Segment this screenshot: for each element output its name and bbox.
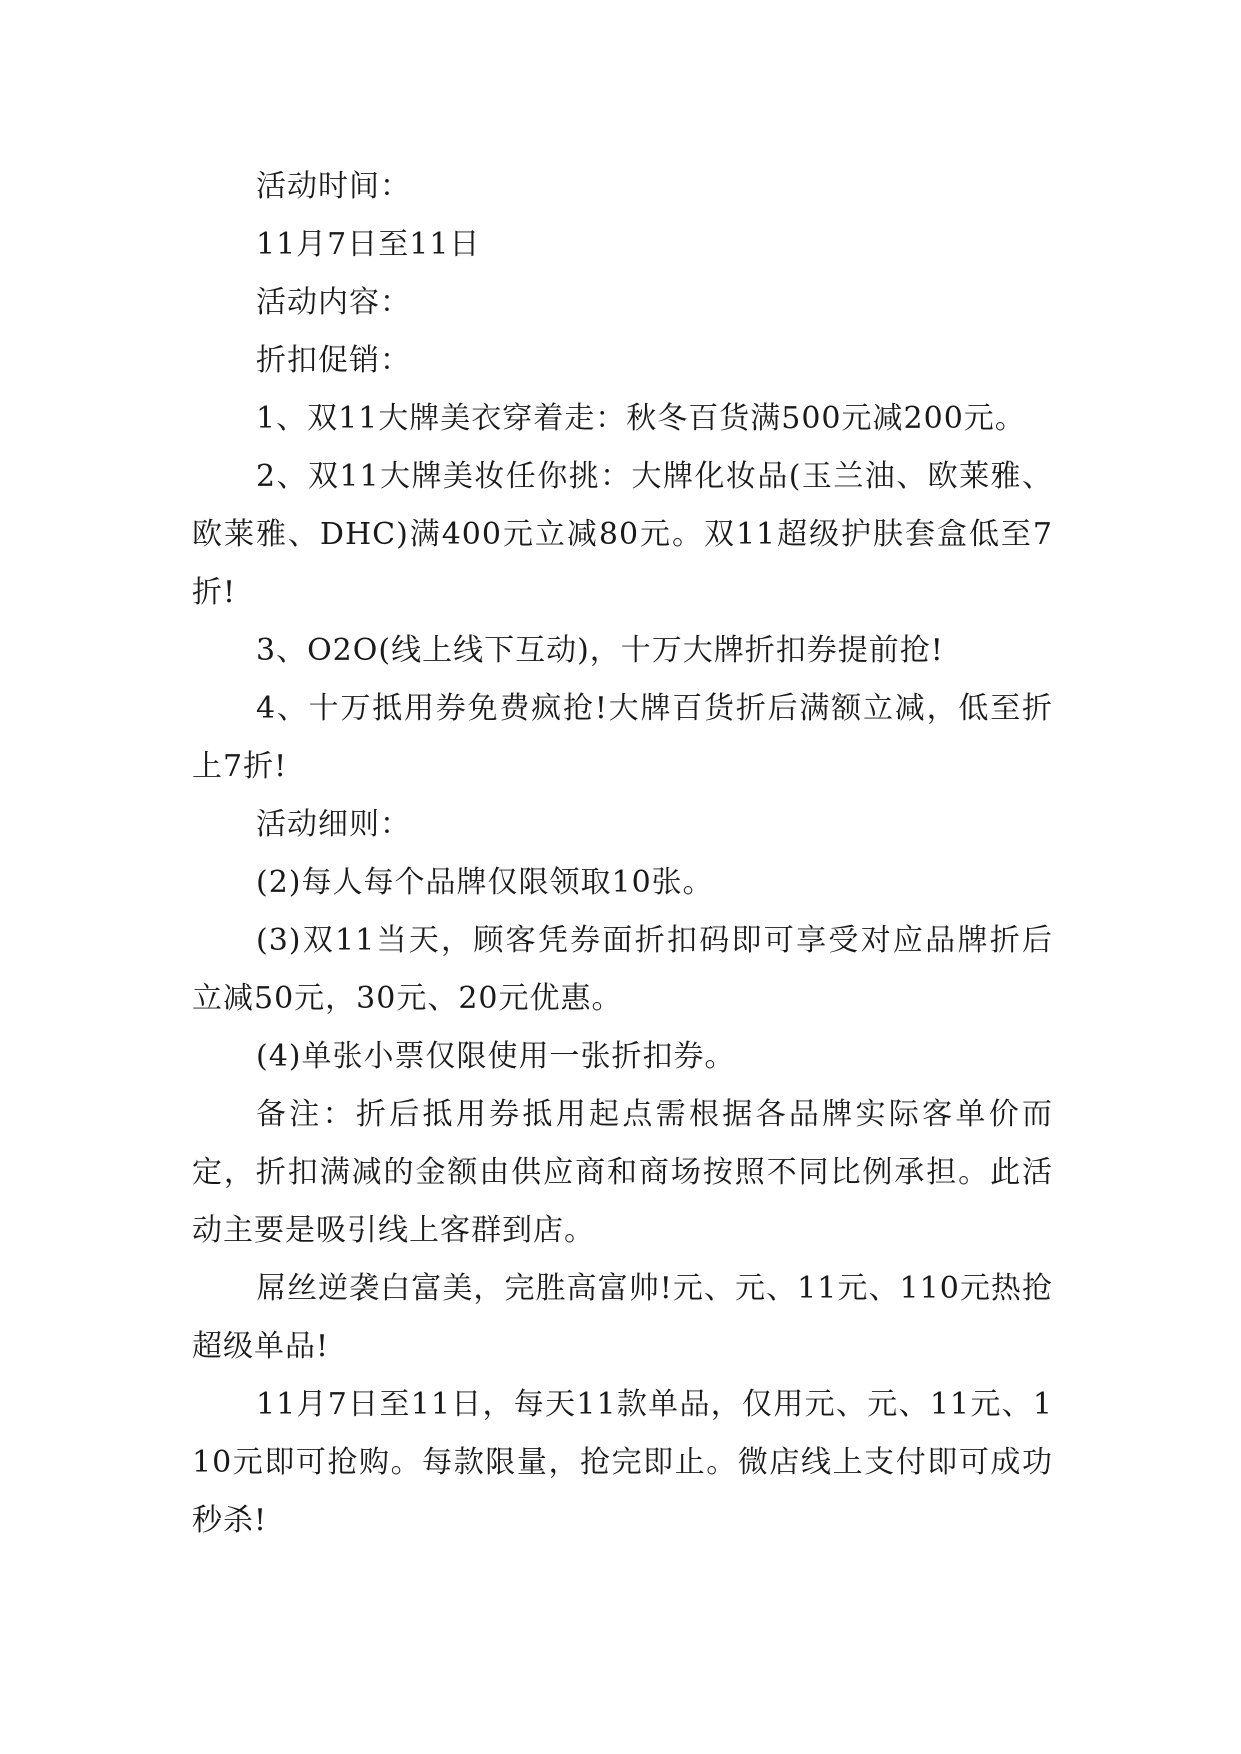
paragraph-activity-dates: 11月7日至11日 bbox=[256, 227, 481, 262]
paragraph-rules-heading: 活动细则： bbox=[256, 807, 411, 842]
paragraph-item-4: 4、十万抵用券免费疯抢!大牌百货折后满额立减，低至折上7折! bbox=[192, 691, 1053, 784]
paragraph-item-2: 2、双11大牌美妆任你挑：大牌化妆品(玉兰油、欧莱雅、欧莱雅、DHC)满400元立减80元。双11超级护肤套盒低至7折! bbox=[192, 459, 1053, 610]
paragraph-rule-3: (3)双11当天，顾客凭券面折扣码即可享受对应品牌折后立减50元，30元、20元优惠。 bbox=[192, 923, 1053, 1016]
paragraph-flash-sale: 11月7日至11日，每天11款单品，仅用元、元、11元、110元即可抢购。每款限量，抢完即止。微店线上支付即可成功秒杀! bbox=[192, 1387, 1053, 1538]
paragraph-activity-time-heading: 活动时间： bbox=[256, 169, 411, 204]
paragraph-remarks: 备注：折后抵用券抵用起点需根据各品牌实际客单价而定，折扣满减的金额由供应商和商场按照不同比例承担。此活动主要是吸引线上客群到店。 bbox=[192, 1097, 1053, 1248]
document-body bbox=[192, 158, 1053, 1550]
paragraph-promo-slogan: 屌丝逆袭白富美，完胜高富帅!元、元、11元、110元热抢超级单品! bbox=[192, 1271, 1053, 1364]
paragraph-item-1: 1、双11大牌美衣穿着走：秋冬百货满500元减200元。 bbox=[256, 401, 1026, 436]
paragraph-activity-content-heading: 活动内容： bbox=[256, 285, 411, 320]
paragraph-rule-4: (4)单张小票仅限使用一张折扣券。 bbox=[256, 1039, 736, 1074]
paragraph-discount-heading: 折扣促销： bbox=[256, 343, 411, 378]
paragraph-item-3: 3、O2O(线上线下互动)，十万大牌折扣券提前抢! bbox=[256, 633, 944, 668]
paragraph-rule-2: (2)每人每个品牌仅限领取10张。 bbox=[256, 865, 714, 900]
